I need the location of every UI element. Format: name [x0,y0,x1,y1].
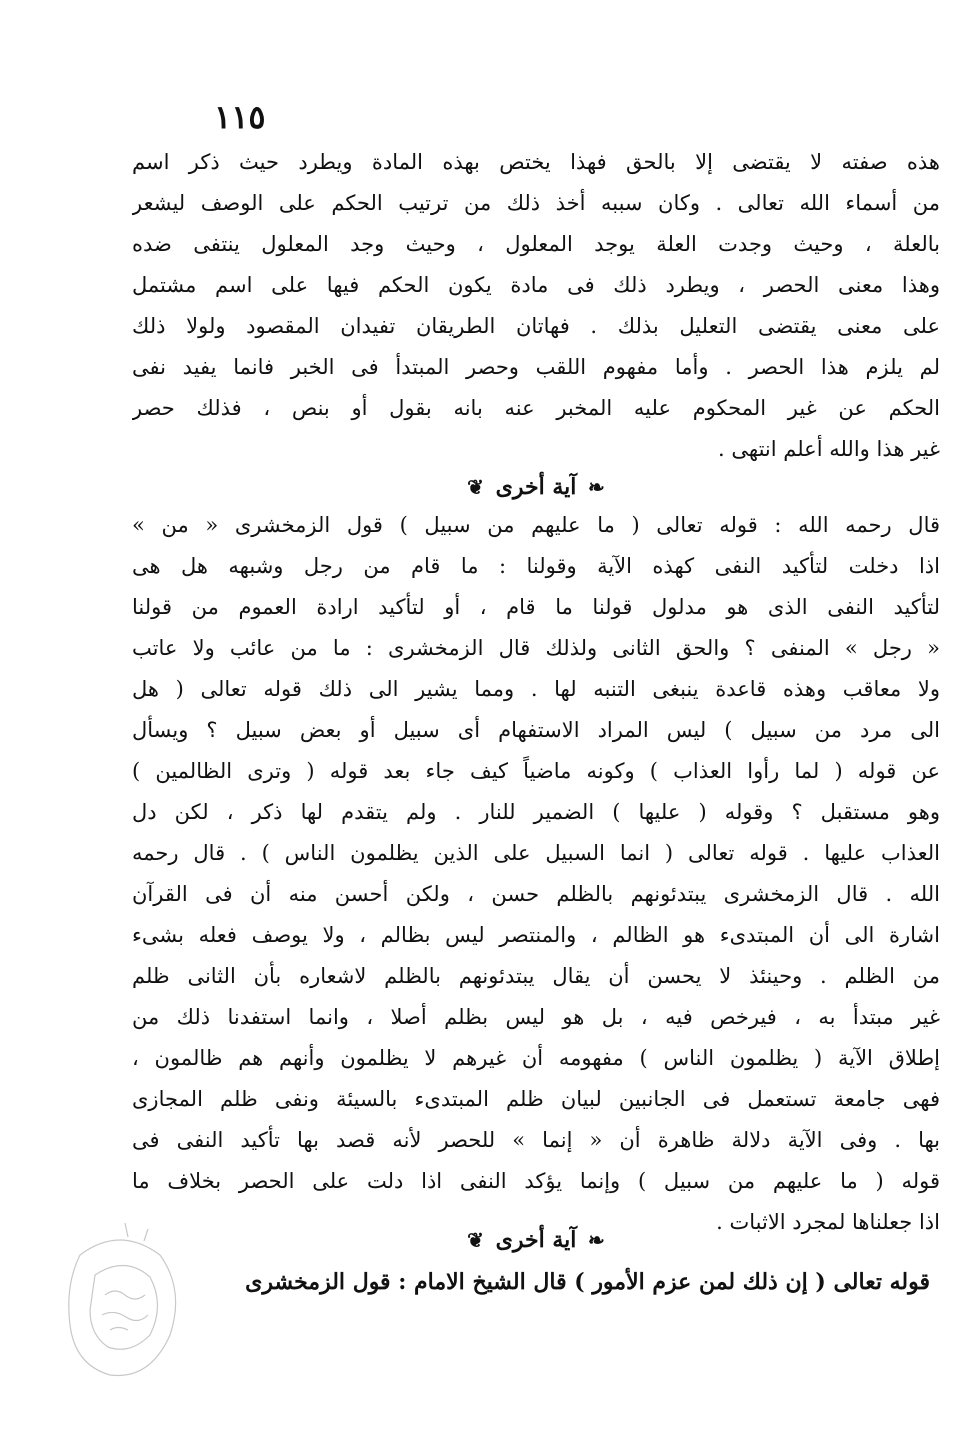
section-heading-1-label: آية أخرى [495,474,577,500]
ornament-right-icon: ❧ [588,475,605,499]
paragraph-2-line: عن قوله ( لما رأوا العذاب ) وكونه ماضياً كيف جاء بعد قوله ( وترى الظالمين ) [132,759,940,783]
ornament-left-icon: ❦ [467,475,484,499]
paragraph-2-line: فهى جامعة تستعمل فى الجانبين لبيان ظلم المبتدىء بالسيئة ونفى ظلم المجازى [132,1087,940,1111]
paragraph-2-line: لتأكيد النفى الذى هو مدلول قولنا ما قام ، أو لتأكيد ارادة العموم من قولنا [132,595,940,619]
section-heading-1 [132,467,940,507]
final-line: قوله تعالى ( إن ذلك لمن عزم الأمور ) قال الشيخ الامام : قول الزمخشرى [245,1269,930,1295]
paragraph-1-line: بالعلة ، وحيث وجدت العلة يوجد المعلول ، وحيث وجد المعلول ينتفى ضده [132,232,940,256]
paragraph-2-line: « رجل » المنفى ؟ والحق الثانى ولذلك قال الزمخشرى : ما من عائب ولا عاتب [132,636,940,660]
paragraph-2-line: اشارة الى أن المبتدىء هو الظالم ، والمنتصر ليس بظالم ، ولا يوصف فعله بشىء [132,923,940,947]
paragraph-2-line: الله . قال الزمخشرى يبتدئونهم بالظلم حسن ، ولكن أحسن منه أن فى القرآن [132,882,940,906]
paragraph-1-line: غير هذا والله أعلم انتهى . [718,437,940,461]
section-heading-2 [132,1220,940,1260]
ornament-right-icon: ❧ [588,1228,605,1252]
library-stamp-icon [50,1215,200,1405]
paragraph-1-line: الحكم عن غير المحكوم عليه المخبر عنه بانه بقول أو بنص ، فذلك حصر [132,396,940,420]
paragraph-2-line: ولا معاقب وهذه قاعدة ينبغى التنبه لها . ومما يشير الى ذلك قوله تعالى ( هل [132,677,940,701]
paragraph-2-line: قوله ( ما عليهم من سبيل ) وإنما يؤكد النفى اذا دلت على الحصر بخلاف ما [132,1169,940,1193]
paragraph-2-line: غير مبتدأ به ، فيرخص فيه ، بل هو ليس بظلم أصلا ، وانما استفدنا ذلك من [132,1005,940,1029]
paragraph-2-line: العذاب عليها . قوله تعالى ( انما السبيل على الذين يظلمون الناس ) . قال رحمه [132,841,940,865]
page-number: ١١٥ [214,98,266,136]
paragraph-2-line: الى مرد من سبيل ) ليس المراد الاستفهام أى سبيل أو بعض سبيل ؟ ويسأل [132,718,940,742]
section-heading-2-label: آية أخرى [495,1227,577,1253]
ornament-left-icon: ❦ [467,1228,484,1252]
paragraph-2 [132,505,940,1243]
paragraph-2-line: قال رحمه الله : قوله تعالى ( ما عليهم من سبيل ) قول الزمخشرى « من » [132,513,940,537]
paragraph-2-line: وهو مستقبل ؟ وقوله ( عليها ) الضمير للنار . ولم يتقدم لها ذكر ، لكن دل [132,800,940,824]
paragraph-2-line: بها . وفى الآية دلالة ظاهرة أن « إنما » للحصر لأنه قصد بها تأكيد النفى فى [132,1128,940,1152]
paragraph-1-line: وهذا معنى الحصر ، ويطرد ذلك فى مادة يكون الحكم فيها على اسم مشتمل [132,273,940,297]
paragraph-1 [132,142,940,470]
paragraph-1-line: هذه صفته لا يقتضى إلا بالحق فهذا يختص بهذه المادة ويطرد حيث ذكر اسم [132,150,940,174]
paragraph-2-line: اذا جعلناها لمجرد الاثبات . [716,1210,940,1234]
paragraph-2-line: إطلاق الآية ( يظلمون الناس ) مفهومه أن غيرهم لا يظلمون وأنهم هم ظالمون ، [132,1046,940,1070]
paragraph-1-line: لم يلزم هذا الحصر . وأما مفهوم اللقب وحصر المبتدأ فى الخبر فانما يفيد نفى [132,355,940,379]
paragraph-1-line: من أسماء الله تعالى . وكان سببه أخذ ذلك من ترتيب الحكم على الوصف ليشعر [132,191,940,215]
paragraph-2-line: اذا دخلت لتأكيد النفى كهذه الآية وقولنا : ما قام من رجل وشبهه هل هى [132,554,940,578]
paragraph-2-line: من الظلم . وحينئذ لا يحسن أن يقال يبتدئونهم بالظلم لاشعاره بأن الثانى ظلم [132,964,940,988]
paragraph-1-line: على معنى يقتضى التعليل بذلك . فهاتان الطريقان تفيدان المقصود ولولا ذلك [132,314,940,338]
